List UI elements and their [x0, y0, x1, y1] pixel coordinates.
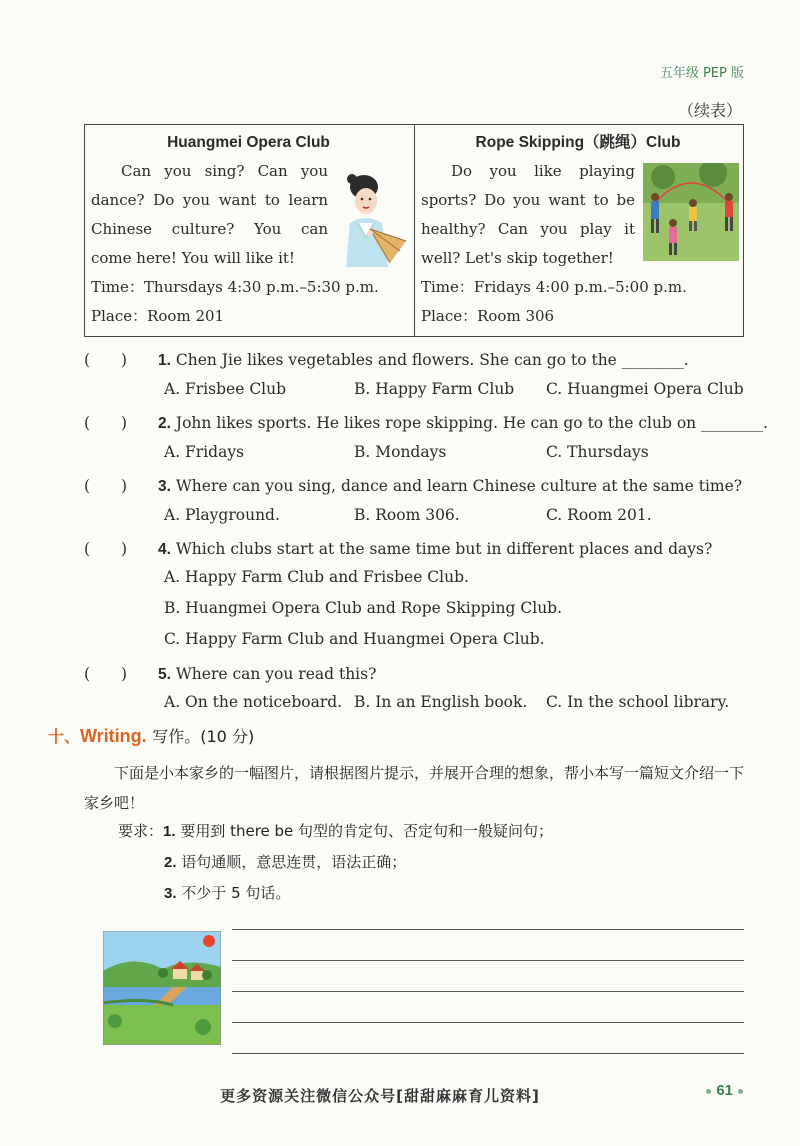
option-b: B. In an English book.	[354, 693, 528, 711]
question-3	[84, 474, 742, 496]
requirement-text: 不少于 5 句话。	[181, 884, 291, 902]
option-a: A. Frisbee Club	[164, 380, 287, 398]
question-number: 4.	[158, 541, 171, 558]
option-c: C. Happy Farm Club and Huangmei Opera Club.	[164, 630, 545, 648]
option-c: C. Thursdays	[546, 443, 649, 461]
club-notice-table	[84, 124, 744, 337]
option-c: C. Huangmei Opera Club	[546, 380, 744, 398]
question-4	[84, 537, 712, 559]
question-2	[84, 411, 768, 433]
option-b: B. Happy Farm Club	[354, 380, 515, 398]
option-c: C. In the school library.	[546, 693, 730, 711]
dot-decoration	[706, 1089, 711, 1094]
opera-singer-icon	[330, 167, 408, 267]
question-text: Which clubs start at the same time but in different places and days?	[175, 540, 713, 558]
section-title-cn: 写作。(10 分)	[152, 727, 255, 746]
writing-intro: 下面是小本家乡的一幅图片，请根据图片提示，并展开合理的想象，帮小本写一篇短文介绍一下家乡吧！	[84, 764, 745, 812]
club-title: Huangmei Opera Club	[167, 134, 330, 151]
answer-blank[interactable]: ( )	[84, 351, 128, 369]
club-description: Can you sing? Can you dance? Do you want to learn Chinese culture? You can come here! You will like it!	[91, 162, 328, 267]
question-text: Where can you sing, dance and learn Chinese culture at the same time?	[175, 477, 743, 495]
club-time: Time：Thursdays 4:30 p.m.–5:30 p.m.	[91, 278, 379, 296]
club-description: Do you like playing sports? Do you want to be healthy? Can you play it well? Let's skip together!	[421, 162, 635, 267]
continued-label: （续表）	[677, 101, 742, 120]
club-title: Rope Skipping（跳绳）Club	[475, 134, 681, 151]
question-5	[84, 662, 376, 684]
club-place: Place：Room 201	[91, 307, 225, 325]
requirement-1	[118, 820, 553, 841]
requirement-text: 要用到 there be 句型的肯定句、否定句和一般疑问句；	[180, 822, 554, 840]
option-a: A. On the noticeboard.	[164, 693, 343, 711]
answer-blank[interactable]: ( )	[84, 665, 128, 683]
question-number: 1.	[158, 352, 171, 369]
page-number	[701, 1082, 748, 1099]
question-text: Chen Jie likes vegetables and flowers. She can go to the ________.	[175, 351, 689, 369]
requirement-2	[164, 851, 406, 872]
option-a: A. Happy Farm Club and Frisbee Club.	[164, 568, 469, 586]
option-c: C. Room 201.	[546, 506, 652, 524]
requirement-number: 1.	[163, 823, 176, 840]
hometown-picture-icon	[103, 931, 221, 1045]
requirement-number: 2.	[164, 854, 177, 871]
requirement-text: 语句通顺，意思连贯，语法正确；	[181, 853, 407, 871]
section-number: 十、	[48, 727, 81, 746]
requirements-label: 要求：	[118, 822, 164, 840]
question-number: 2.	[158, 415, 171, 432]
section-title-writing	[48, 724, 254, 747]
option-a: A. Playground.	[164, 506, 280, 524]
question-1	[84, 348, 689, 370]
club-time: Time：Fridays 4:00 p.m.–5:00 p.m.	[421, 278, 687, 296]
club-place: Place：Room 306	[421, 307, 555, 325]
rope-skipping-icon	[643, 163, 739, 261]
dot-decoration	[738, 1089, 743, 1094]
option-b: B. Room 306.	[354, 506, 460, 524]
section-title-en: Writing.	[80, 726, 147, 746]
question-text: Where can you read this?	[175, 665, 377, 683]
option-b: B. Mondays	[354, 443, 447, 461]
question-number: 5.	[158, 666, 171, 683]
answer-blank[interactable]: ( )	[84, 477, 128, 495]
answer-blank[interactable]: ( )	[84, 414, 128, 432]
footer-text: 更多资源关注微信公众号[甜甜麻麻育儿资料]	[220, 1087, 540, 1105]
requirement-3	[164, 882, 290, 903]
writing-line[interactable]	[232, 1053, 744, 1054]
writing-line[interactable]	[232, 929, 744, 930]
grade-tag: 五年级 PEP 版	[659, 66, 744, 81]
option-a: A. Fridays	[164, 443, 245, 461]
answer-blank[interactable]: ( )	[84, 540, 128, 558]
club-cell-huangmei	[85, 125, 414, 336]
writing-line[interactable]	[232, 991, 744, 992]
page-number-value: 61	[716, 1082, 733, 1099]
question-text: John likes sports. He likes rope skipping. He can go to the club on ________.	[175, 414, 769, 432]
requirement-number: 3.	[164, 885, 177, 902]
writing-line[interactable]	[232, 960, 744, 961]
writing-line[interactable]	[232, 1022, 744, 1023]
option-b: B. Huangmei Opera Club and Rope Skipping Club.	[164, 599, 563, 617]
question-number: 3.	[158, 478, 171, 495]
club-cell-rope-skipping	[414, 125, 743, 336]
